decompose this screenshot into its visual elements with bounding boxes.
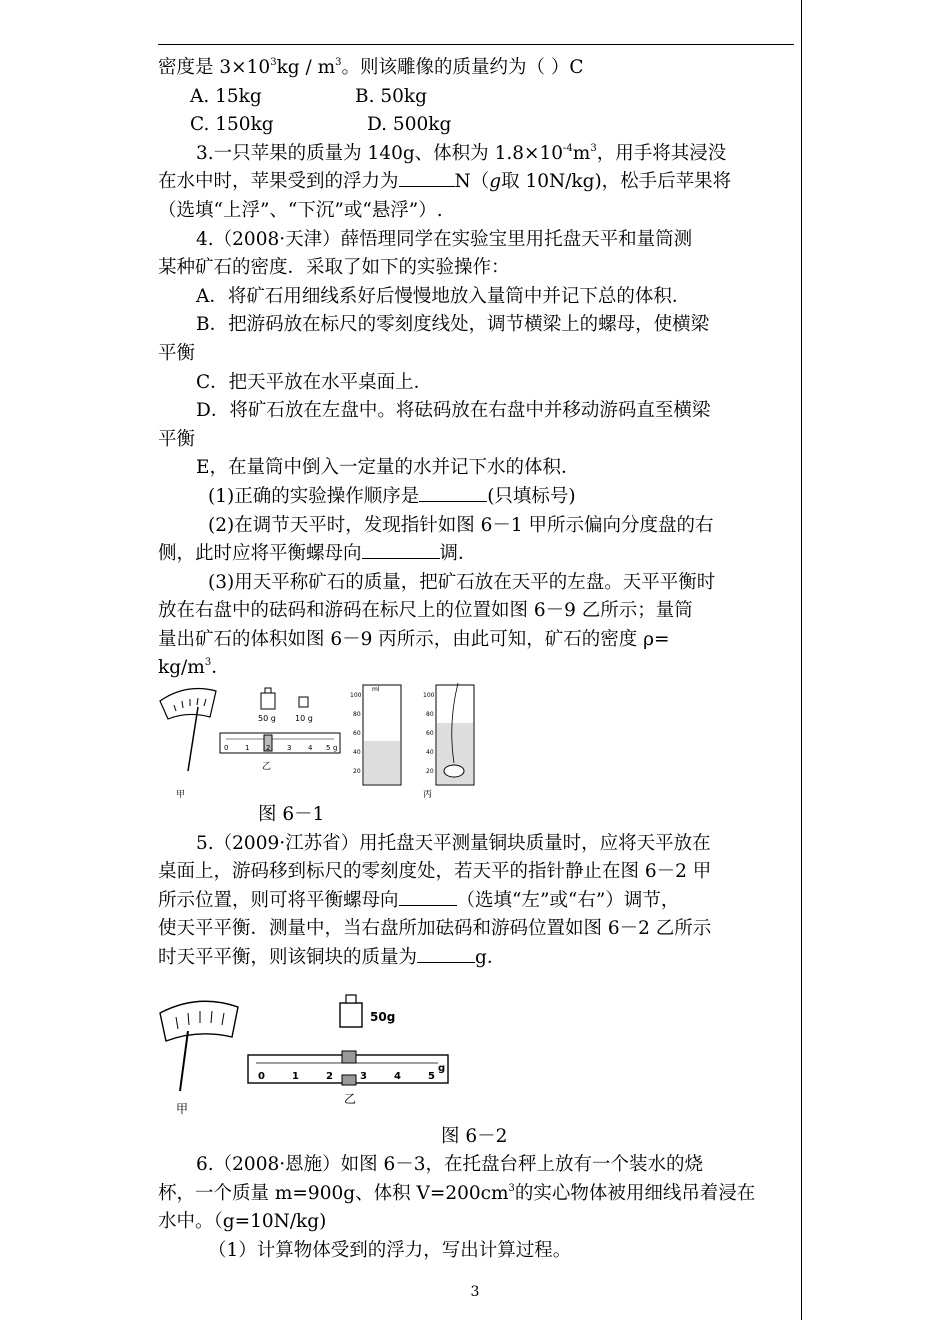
text: 放在右盘中的砝码和游码在标尺上的位置如图 6－9 乙所示；量筒 xyxy=(158,600,693,622)
text: 平衡 xyxy=(158,428,196,450)
text: 平衡 xyxy=(158,342,196,364)
caption-6-1 xyxy=(158,801,794,830)
text: （选填“上浮”、“下沉”或“悬浮”）. xyxy=(158,199,443,221)
text: C．把天平放在水平桌面上． xyxy=(196,371,433,393)
q5-line1 xyxy=(158,830,794,859)
text: 取 10N/kg)，松手后苹果将 xyxy=(501,171,732,193)
q3-line2 xyxy=(158,168,794,197)
label-10g: 10 g xyxy=(295,714,313,724)
line-density xyxy=(158,54,794,83)
scale-label: 3 xyxy=(360,1070,367,1082)
q4-step-a xyxy=(158,283,794,312)
text: ． xyxy=(211,657,230,679)
scale-label: 5 xyxy=(326,744,331,753)
text: kg/m xyxy=(158,657,205,679)
text: 量出矿石的体积如图 6－9 丙所示，由此可知，矿石的密度 ρ= xyxy=(158,628,670,650)
label-jia: 甲 xyxy=(176,1101,189,1116)
text: D．将矿石放在左盘中。将砝码放在右盘中并移动游码直至横梁 xyxy=(196,400,711,422)
q4-line2 xyxy=(158,254,794,283)
text: 密度是 3×10 xyxy=(158,57,271,78)
text: 调． xyxy=(439,543,477,565)
scale-label: 4 xyxy=(394,1070,401,1082)
balance-yi xyxy=(220,688,340,772)
text: 的实心物体被用细线吊着浸在 xyxy=(514,1182,756,1204)
text: （选填“左”或“右”）调节， xyxy=(456,889,680,911)
right-margin-rule xyxy=(801,0,802,1320)
scale-label: 3 xyxy=(287,744,292,753)
q6-line2 xyxy=(158,1180,794,1209)
cyl-tick: 20 xyxy=(353,768,361,776)
q6-line1 xyxy=(158,1151,794,1180)
q4-step-b-cont xyxy=(158,340,794,369)
text: 6.（2008·恩施）如图 6－3，在托盘台秤上放有一个装水的烧 xyxy=(196,1154,704,1176)
q3-line3 xyxy=(158,197,794,226)
q4-sub3-cont2 xyxy=(158,626,794,655)
scale-label: 1 xyxy=(292,1070,299,1082)
answer-blank xyxy=(362,540,440,559)
label-50g: 50 g xyxy=(258,714,276,724)
page-number: 3 xyxy=(470,1284,480,1300)
answer-blank xyxy=(399,168,455,187)
cyl-tick: 100 xyxy=(350,692,362,700)
q3-line1 xyxy=(158,140,794,169)
dial-jia xyxy=(160,1001,238,1116)
cyl-tick: 80 xyxy=(353,711,361,719)
text: 时天平平衡，则该铜块的质量为 xyxy=(158,947,418,969)
text: m xyxy=(572,142,591,164)
answer-blank xyxy=(419,483,487,502)
text: (3)用天平称矿石的质量，把矿石放在天平的左盘。天平平衡时 xyxy=(208,571,716,593)
option-a: A. 15kg xyxy=(190,85,262,107)
option-b: B. 50kg xyxy=(355,85,427,107)
scale-label: 2 xyxy=(326,1070,333,1082)
text: 桌面上，游码移到标尺的零刻度处，若天平的指针静止在图 6－2 甲 xyxy=(158,861,712,883)
answer-blank xyxy=(417,944,475,963)
label-bing: 丙 xyxy=(423,790,433,801)
cyl-tick: 80 xyxy=(426,711,434,719)
document-body xyxy=(158,54,794,1266)
q4-line1 xyxy=(158,226,794,255)
scale-label: 5 xyxy=(428,1070,435,1082)
text: (1)正确的实验操作顺序是 xyxy=(208,485,420,507)
q5-line4 xyxy=(158,915,794,944)
q6-line3 xyxy=(158,1208,794,1237)
text: （1）计算物体受到的浮力，写出计算过程。 xyxy=(208,1240,572,1261)
q5-line5 xyxy=(158,944,794,973)
answer-blank xyxy=(399,887,457,906)
q4-sub1 xyxy=(158,483,794,512)
header-rule xyxy=(158,44,794,45)
scale-label: 0 xyxy=(224,744,229,753)
text: 某种矿石的密度．采取了如下的实验操作： xyxy=(158,257,510,279)
q6-sub1 xyxy=(158,1237,794,1266)
label-yi: 乙 xyxy=(262,762,272,773)
superscript: 3 xyxy=(335,57,342,68)
figure-caption: 图 6－1 xyxy=(258,804,325,826)
q4-sub2-cont xyxy=(158,540,794,569)
text: 。则该雕像的质量约为（ ）C xyxy=(341,57,584,78)
label-yi: 乙 xyxy=(344,1091,357,1106)
text: ，用手将其浸没 xyxy=(596,142,727,164)
scale-label: 1 xyxy=(245,744,250,753)
text: 3.一只苹果的质量为 140g、体积为 1.8×10 xyxy=(196,142,564,164)
scale-unit: g xyxy=(333,744,338,753)
text: 侧，此时应将平衡螺母向 xyxy=(158,543,362,565)
text: 所示位置，则可将平衡螺母向 xyxy=(158,889,399,911)
text: N（ xyxy=(454,171,490,193)
balance-yi xyxy=(248,995,448,1106)
italic-g: g xyxy=(489,171,502,193)
text: 使天平平衡．测量中，当右盘所加砝码和游码位置如图 6－2 乙所示 xyxy=(158,918,712,940)
text: kg / m xyxy=(276,57,336,78)
q4-sub3-cont3 xyxy=(158,654,794,683)
superscript: 3 xyxy=(508,1182,515,1194)
figure-6-1 xyxy=(158,683,794,801)
text: A．将矿石用细线系好后慢慢地放入量筒中并记下总的体积． xyxy=(196,285,691,307)
q4-step-c xyxy=(158,369,794,398)
cyl-tick: 20 xyxy=(426,768,434,776)
option-d: D. 500kg xyxy=(367,114,452,136)
q4-step-e xyxy=(158,454,794,483)
q4-step-d xyxy=(158,397,794,426)
options-cd xyxy=(158,111,794,140)
figure-6-1-drawing xyxy=(158,683,794,801)
figure-6-2 xyxy=(158,973,794,1123)
label-jia: 甲 xyxy=(176,790,186,801)
text: E，在量筒中倒入一定量的水并记下水的体积． xyxy=(196,457,580,479)
dial-jia xyxy=(160,689,216,800)
superscript: -4 xyxy=(563,142,573,154)
cylinders-bing xyxy=(350,683,474,800)
scale-label: 4 xyxy=(308,744,313,753)
scale-label: 2 xyxy=(266,744,271,753)
scale-unit: g xyxy=(438,1062,446,1074)
text: 5.（2009·江苏省）用托盘天平测量铜块质量时，应将天平放在 xyxy=(196,832,711,854)
caption-6-2 xyxy=(158,1123,794,1152)
scale-label: 0 xyxy=(258,1070,265,1082)
q4-step-d-cont xyxy=(158,426,794,455)
q4-sub2 xyxy=(158,512,794,541)
cyl-tick: 60 xyxy=(353,730,361,738)
q5-line3 xyxy=(158,887,794,916)
q5-line2 xyxy=(158,858,794,887)
text: 水中。（g=10N/kg) xyxy=(158,1211,327,1233)
superscript: 3 xyxy=(270,57,277,68)
label-50g: 50g xyxy=(370,1009,396,1024)
cyl-tick: 40 xyxy=(353,749,361,757)
q4-step-b xyxy=(158,311,794,340)
cyl-tick: 40 xyxy=(426,749,434,757)
text: 杯，一个质量 m=900g、体积 V=200cm xyxy=(158,1182,509,1204)
label-ml: ml xyxy=(372,686,380,694)
cyl-tick: 100 xyxy=(423,692,435,700)
text: 4.（2008·天津）薛悟理同学在实验宝里用托盘天平和量筒测 xyxy=(196,228,693,250)
text: g． xyxy=(475,947,506,969)
text: 在水中时，苹果受到的浮力为 xyxy=(158,171,399,193)
q4-sub3-cont1 xyxy=(158,597,794,626)
text: (2)在调节天平时，发现指针如图 6－1 甲所示偏向分度盘的右 xyxy=(208,514,714,536)
figure-caption: 图 6－2 xyxy=(441,1125,508,1147)
cyl-tick: 60 xyxy=(426,730,434,738)
options-ab xyxy=(158,83,794,112)
superscript: 3 xyxy=(590,142,597,154)
text: (只填标号) xyxy=(487,485,576,507)
figure-6-2-drawing xyxy=(158,973,794,1123)
option-c: C. 150kg xyxy=(190,114,274,136)
q4-sub3 xyxy=(158,569,794,598)
superscript: 3 xyxy=(204,657,212,669)
text: B．把游码放在标尺的零刻度线处，调节横梁上的螺母，使横梁 xyxy=(196,314,710,336)
